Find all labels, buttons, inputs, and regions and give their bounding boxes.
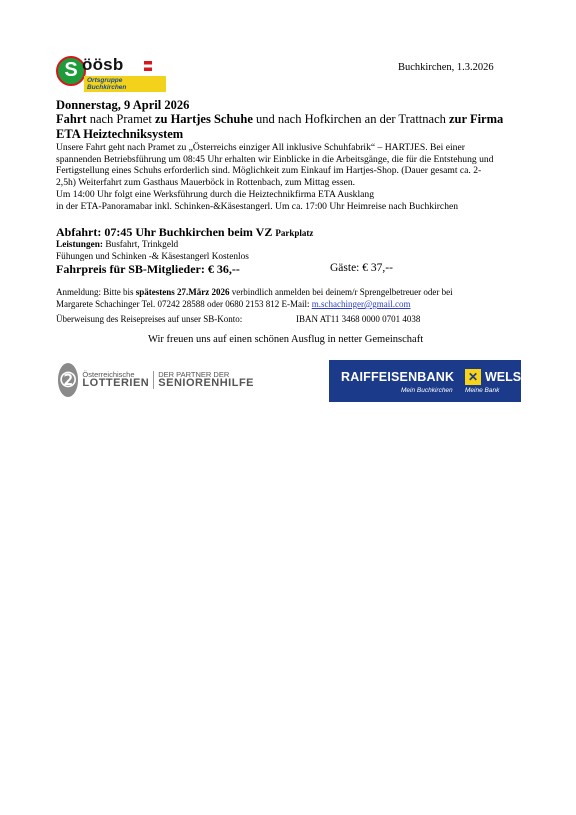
lotterien-logo [58,356,254,404]
partner-big: SENIORENHILFE [158,377,254,390]
raiffeisen-city: WELS [485,370,522,384]
account-label: Überweisung des Reisepreises auf unser SB-Konto: [56,314,243,324]
description-line: Um 14:00 Uhr folgt eine Werksführung durch die Heiztechnikfirma ETA Ausklang [56,188,374,200]
guest-price: Gäste: € 37,-- [330,262,393,274]
letter-date: Buchkirchen, 1.3.2026 [398,62,494,73]
trip-description [56,142,521,212]
logo-s-icon: S [56,56,86,86]
description-line: Fertigstellung eines Schuhs erforderlich sind. Möglichkeit zum Einkauf im Hartjes-Shop. (Dauer gesamt ca. 2- [56,165,482,177]
headline-part2: nach Pramet [86,112,155,126]
email-link[interactable]: m.schachinger@gmail.com [311,299,411,309]
services-value: Busfahrt, Trinkgeld [103,240,179,250]
registration-pre: Anmeldung: Bitte bis [56,287,136,297]
partner-small: DER PARTNER DER [158,369,230,379]
event-date: Donnerstag, 9 April 2026 [56,98,190,112]
iban: IBAN AT11 3468 0000 0701 4038 [296,314,421,324]
lotterien-small: Österreichische [82,369,135,379]
registration-info [56,286,526,310]
giebelkreuz-icon: ✕ [465,369,481,385]
raiffeisen-name: RAIFFEISENBANK [341,370,455,384]
logo-subtitle: Ortsgruppe Buchkirchen [84,76,166,92]
description-line: spannenden Betriebsführung um 08:45 Uhr erhalten wir Einblicke in die Arbeitsgänge, die für die Entstehung und [56,153,494,165]
headline-part4: und nach Hofkirchen an der Trattnach [252,112,449,126]
description-line: Unsere Fahrt geht nach Pramet zu „Österreichs einziger All inklusive Schuhfabrik“ – HARTJES. Bei einer [56,142,465,153]
austria-flag-icon [144,61,152,71]
registration-deadline: spätestens 27.März 2026 [135,287,230,297]
departure-main: Abfahrt: 07:45 Uhr Buchkirchen beim VZ [56,225,276,239]
raiffeisen-tag-left: Mein Buchkirchen [401,387,453,394]
closing-line: Wir freuen uns auf einen schönen Ausflug in netter Gemeinschaft [148,334,424,345]
headline-part5: zur Firma ETA Heiztechniksystem [56,112,504,141]
headline-part1: Fahrt [56,112,87,126]
lotterien-big: LOTTERIEN [82,377,150,390]
logo-wordmark: öösb [82,55,124,74]
departure-place: Parkplatz [275,228,314,238]
raiffeisen-tag-right: Meine Bank [465,387,500,394]
services-line2: Fühungen und Schinken -& Käsestangerl Kostenlos [56,252,249,262]
registration-contact: Margarete Schachinger Tel. 07242 28588 oder 0680 2153 812 E-Mail: [56,299,312,309]
member-price: Fahrpreis für SB-Mitglieder: € 36,-- [56,262,240,276]
services-label: Leistungen: [56,240,104,250]
description-line: in der ETA-Panoramabar inkl. Schinken-&Käsestangerl. Um ca. 17:00 Uhr Heimreise nach Buchkirchen [56,200,459,212]
registration-post: verbindlich anmelden bei deinem/r Sprengelbetreuer oder bei [229,287,453,297]
services [56,239,249,263]
lotterien-icon: ➁ [58,363,78,397]
departure-info [56,225,313,240]
trip-headline [56,112,526,142]
headline-part3: zu Hartjes Schuhe [154,112,253,126]
description-line: 2,5h) Weiterfahrt zum Gasthaus Mauerböck in Rottenbach, zum Mittag essen. [56,177,356,189]
oesb-logo [56,55,166,89]
raiffeisen-logo [329,360,521,402]
